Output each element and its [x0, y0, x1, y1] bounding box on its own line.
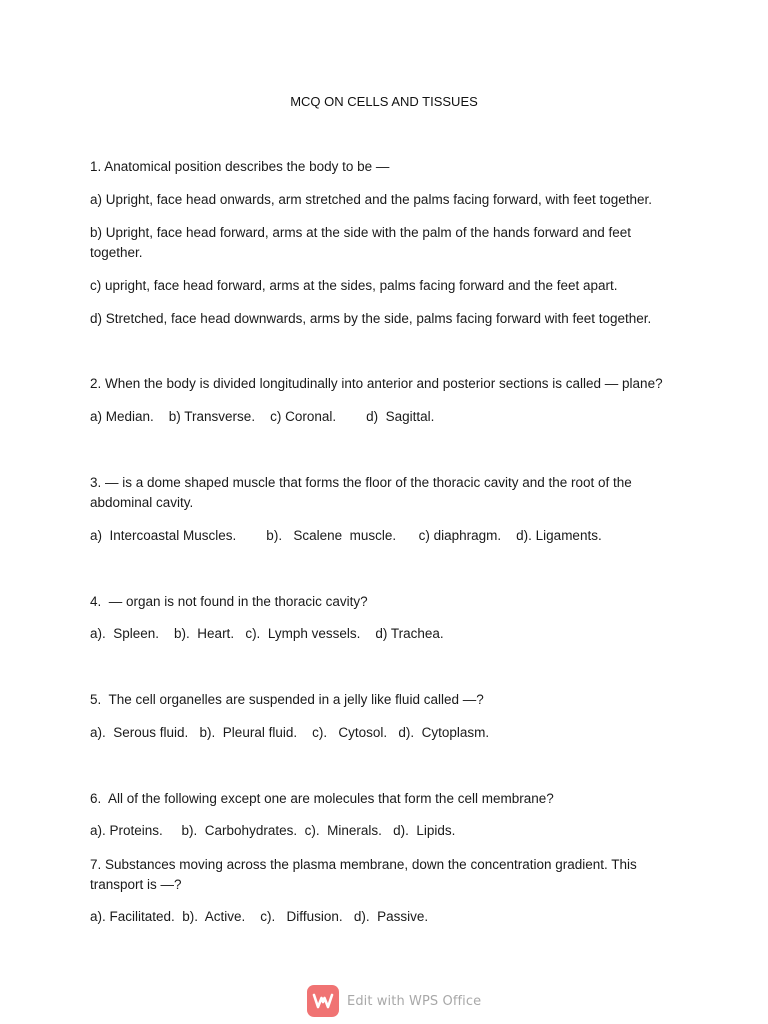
question-1: 1. Anatomical position describes the body to be —	[90, 159, 390, 174]
wps-footer[interactable]	[307, 984, 481, 1018]
wps-logo-icon	[307, 985, 339, 1017]
wps-edit-link[interactable]: Edit with WPS Office	[347, 993, 482, 1009]
question-5: 5. The cell organelles are suspended in a jelly like fluid called —?	[90, 692, 484, 707]
question-1-option-c: c) upright, face head forward, arms at the sides, palms facing forward and the feet apart.	[90, 278, 618, 293]
question-7: 7. Substances moving across the plasma membrane, down the concentration gradient. This transport is —?	[90, 857, 637, 892]
question-4-options: a). Spleen. b). Heart. c). Lymph vessels. d) Trachea.	[90, 626, 444, 641]
question-6-options: a). Proteins. b). Carbohydrates. c). Minerals. d). Lipids.	[90, 823, 456, 838]
question-6: 6. All of the following except one are molecules that form the cell membrane?	[90, 791, 554, 806]
question-1-option-d: d) Stretched, face head downwards, arms by the side, palms facing forward with feet together.	[90, 311, 652, 326]
question-5-options: a). Serous fluid. b). Pleural fluid. c). Cytosol. d). Cytoplasm.	[90, 725, 490, 740]
question-2-options: a) Median. b) Transverse. c) Coronal. d) Sagittal.	[90, 409, 435, 424]
question-3-options: a) Intercoastal Muscles. b). Scalene muscle. c) diaphragm. d). Ligaments.	[90, 528, 602, 543]
question-4: 4. — organ is not found in the thoracic cavity?	[90, 594, 368, 609]
page-title: MCQ ON CELLS AND TISSUES	[290, 94, 478, 109]
question-1-option-a: a) Upright, face head onwards, arm stretched and the palms facing forward, with feet together.	[90, 192, 653, 207]
question-3: 3. — is a dome shaped muscle that forms the floor of the thoracic cavity and the root of the abdominal cavity.	[90, 475, 632, 510]
question-2: 2. When the body is divided longitudinally into anterior and posterior sections is called — plane?	[90, 376, 663, 391]
question-1-option-b: b) Upright, face head forward, arms at the side with the palm of the hands forward and feet together.	[90, 225, 632, 260]
question-7-options: a). Facilitated. b). Active. c). Diffusion. d). Passive.	[90, 909, 429, 924]
